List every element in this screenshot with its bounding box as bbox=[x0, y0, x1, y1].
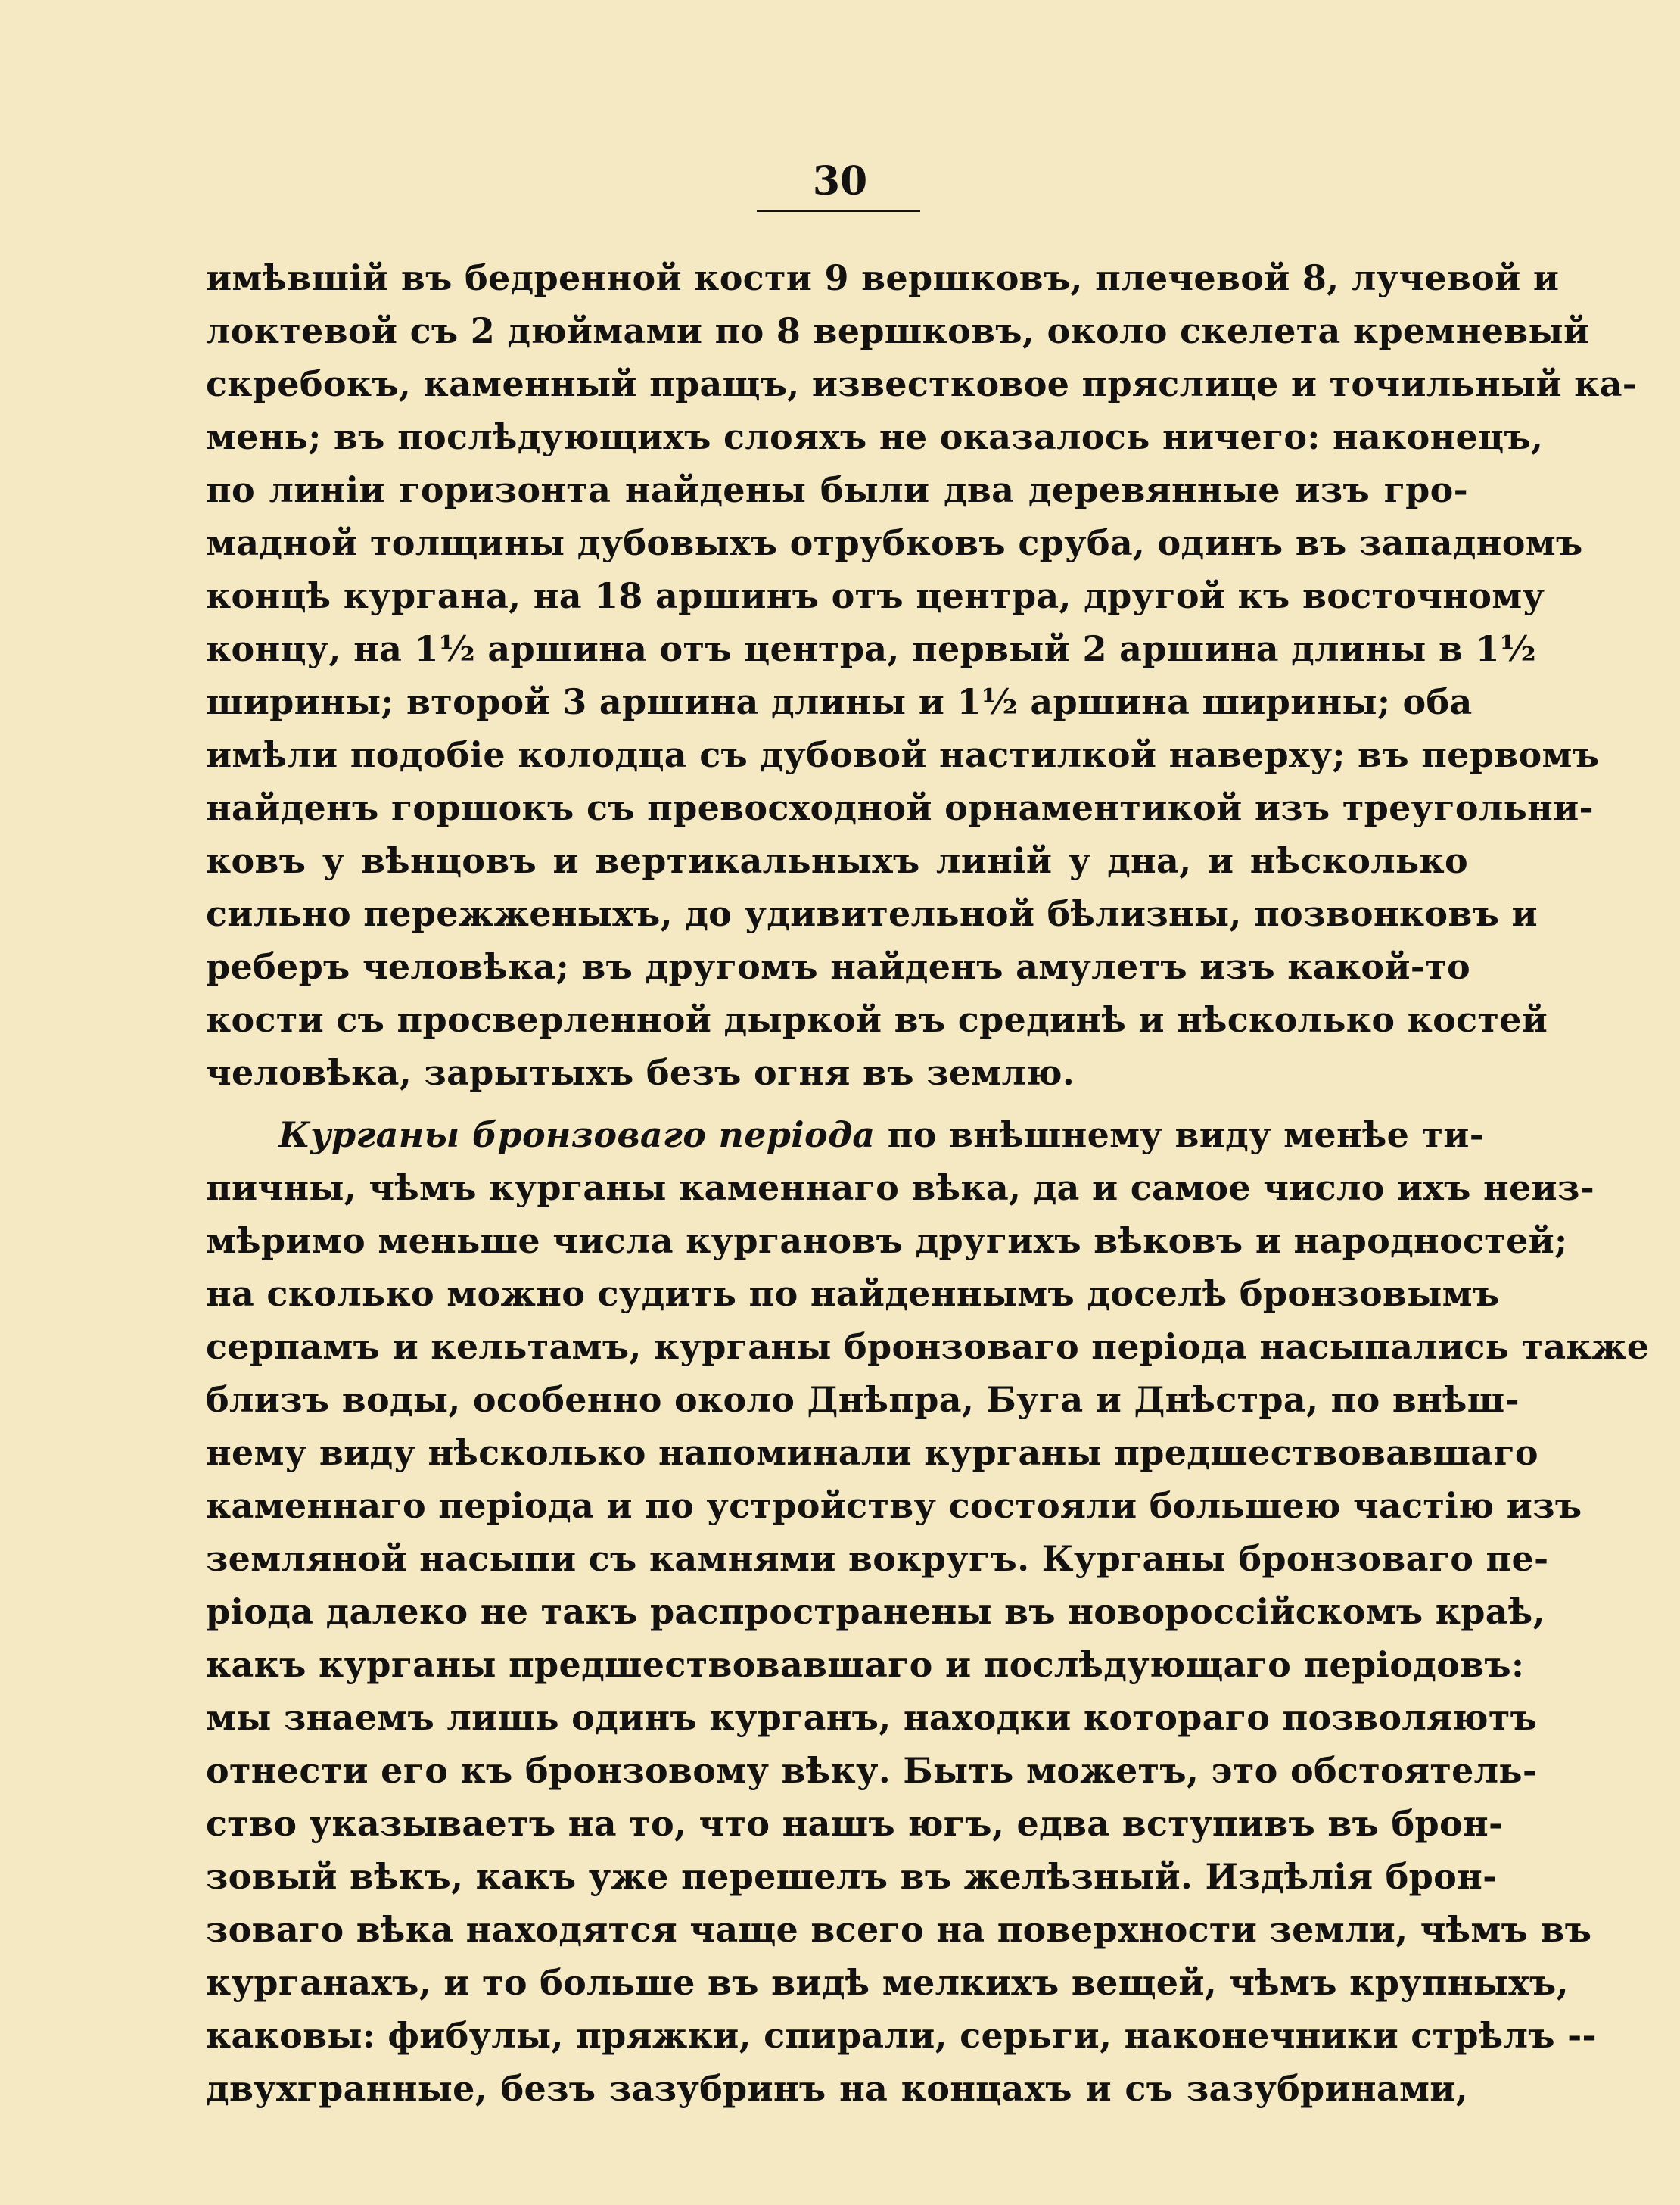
text-line: имѣвшій въ бедренной кости 9 вершковъ, плечевой 8, лучевой и bbox=[206, 257, 1560, 298]
text-line: какъ курганы предшествовавшаго и послѣдующаго періодовъ: bbox=[206, 1644, 1525, 1685]
text-line: отнести его къ бронзовому вѣку. Быть можетъ, это обстоятель- bbox=[206, 1750, 1538, 1791]
text-line: кости съ просверленной дыркой въ срединѣ и нѣсколько костей bbox=[206, 999, 1548, 1040]
text-line: концѣ кургана, на 18 аршинъ отъ центра, другой къ восточному bbox=[206, 575, 1545, 616]
text-line: зовый вѣкъ, какъ уже перешелъ въ желѣзный. Издѣлія брон- bbox=[206, 1856, 1498, 1897]
paragraph-2 bbox=[206, 1108, 1650, 2115]
text-line: зоваго вѣка находятся чаще всего на поверхности земли, чѣмъ въ bbox=[206, 1909, 1592, 1950]
paragraph-gap bbox=[206, 1099, 1468, 1108]
text-line: ковъ у вѣнцовъ и вертикальныхъ линій у дна, и нѣсколько bbox=[206, 840, 1468, 881]
text-line: курганахъ, и то больше въ видѣ мелкихъ вещей, чѣмъ крупныхъ, bbox=[206, 1962, 1569, 2003]
text-line: сильно пережженыхъ, до удивительной бѣлизны, позвонковъ и bbox=[206, 893, 1538, 934]
paragraph-1 bbox=[206, 251, 1638, 1099]
text-line: ріода далеко не такъ распространены въ новороссійскомъ краѣ, bbox=[206, 1591, 1545, 1632]
text-line: на сколько можно судить по найденнымъ доселѣ бронзовымъ bbox=[206, 1273, 1500, 1314]
text-line: мень; въ послѣдующихъ слояхъ не оказалось ничего: наконецъ, bbox=[206, 416, 1544, 457]
text-line: земляной насыпи съ камнями вокругъ. Курганы бронзоваго пе- bbox=[206, 1538, 1549, 1579]
text-line: серпамъ и кельтамъ, курганы бронзоваго періода насыпались также bbox=[206, 1326, 1650, 1367]
text-line: концу, на 1½ аршина отъ центра, первый 2 аршина длины в 1½ bbox=[206, 628, 1537, 669]
text-line: имѣли подобіе колодца съ дубовой настилкой наверху; въ первомъ bbox=[206, 734, 1600, 775]
text-line: двухгранные, безъ зазубринъ на концахъ и съ зазубринами, bbox=[206, 2068, 1468, 2109]
text-line: найденъ горшокъ съ превосходной орнаментикой изъ треугольни- bbox=[206, 787, 1594, 828]
text-line: ство указываетъ на то, что нашъ югъ, едва вступивъ въ брон- bbox=[206, 1803, 1504, 1844]
page-number: 30 bbox=[812, 158, 868, 204]
text-line: скребокъ, каменный пращъ, известковое пряслице и точильный ка- bbox=[206, 363, 1638, 404]
text-line: ширины; второй 3 аршина длины и 1½ аршина ширины; оба bbox=[206, 681, 1473, 722]
text-line: по линіи горизонта найдены были два деревянные изъ гро- bbox=[206, 469, 1468, 510]
text-line: мадной толщины дубовыхъ отрубковъ сруба, одинъ въ западномъ bbox=[206, 522, 1583, 563]
text-line: реберъ человѣка; въ другомъ найденъ амулетъ изъ какой-то bbox=[206, 946, 1470, 987]
text-line: нему виду нѣсколько напоминали курганы предшествовавшаго bbox=[206, 1432, 1538, 1473]
text-line: человѣка, зарытыхъ безъ огня въ землю. bbox=[206, 1052, 1075, 1093]
text-line: каковы: фибулы, пряжки, спирали, серьги, наконечники стрѣлъ -- bbox=[206, 2015, 1597, 2056]
page-number-rule bbox=[757, 210, 920, 212]
text-line-lead bbox=[206, 1108, 1485, 1161]
text-line: локтевой съ 2 дюймами по 8 вершковъ, около скелета кремневый bbox=[206, 310, 1590, 351]
text-line: каменнаго періода и по устройству состояли большею частію изъ bbox=[206, 1485, 1582, 1526]
lead-text: по внѣшнему виду менѣе ти- bbox=[875, 1114, 1485, 1155]
italic-heading: Курганы бронзоваго періода bbox=[278, 1114, 876, 1155]
text-line: пичны, чѣмъ курганы каменнаго вѣка, да и самое число ихъ неиз- bbox=[206, 1167, 1595, 1208]
text-line: мы знаемъ лишь одинъ курганъ, находки котораго позволяютъ bbox=[206, 1697, 1538, 1738]
text-line: мѣримо меньше числа кургановъ другихъ вѣковъ и народностей; bbox=[206, 1220, 1568, 1261]
text-line: близъ воды, особенно около Днѣпра, Буга и Днѣстра, по внѣш- bbox=[206, 1379, 1520, 1420]
body-text bbox=[206, 251, 1650, 2115]
